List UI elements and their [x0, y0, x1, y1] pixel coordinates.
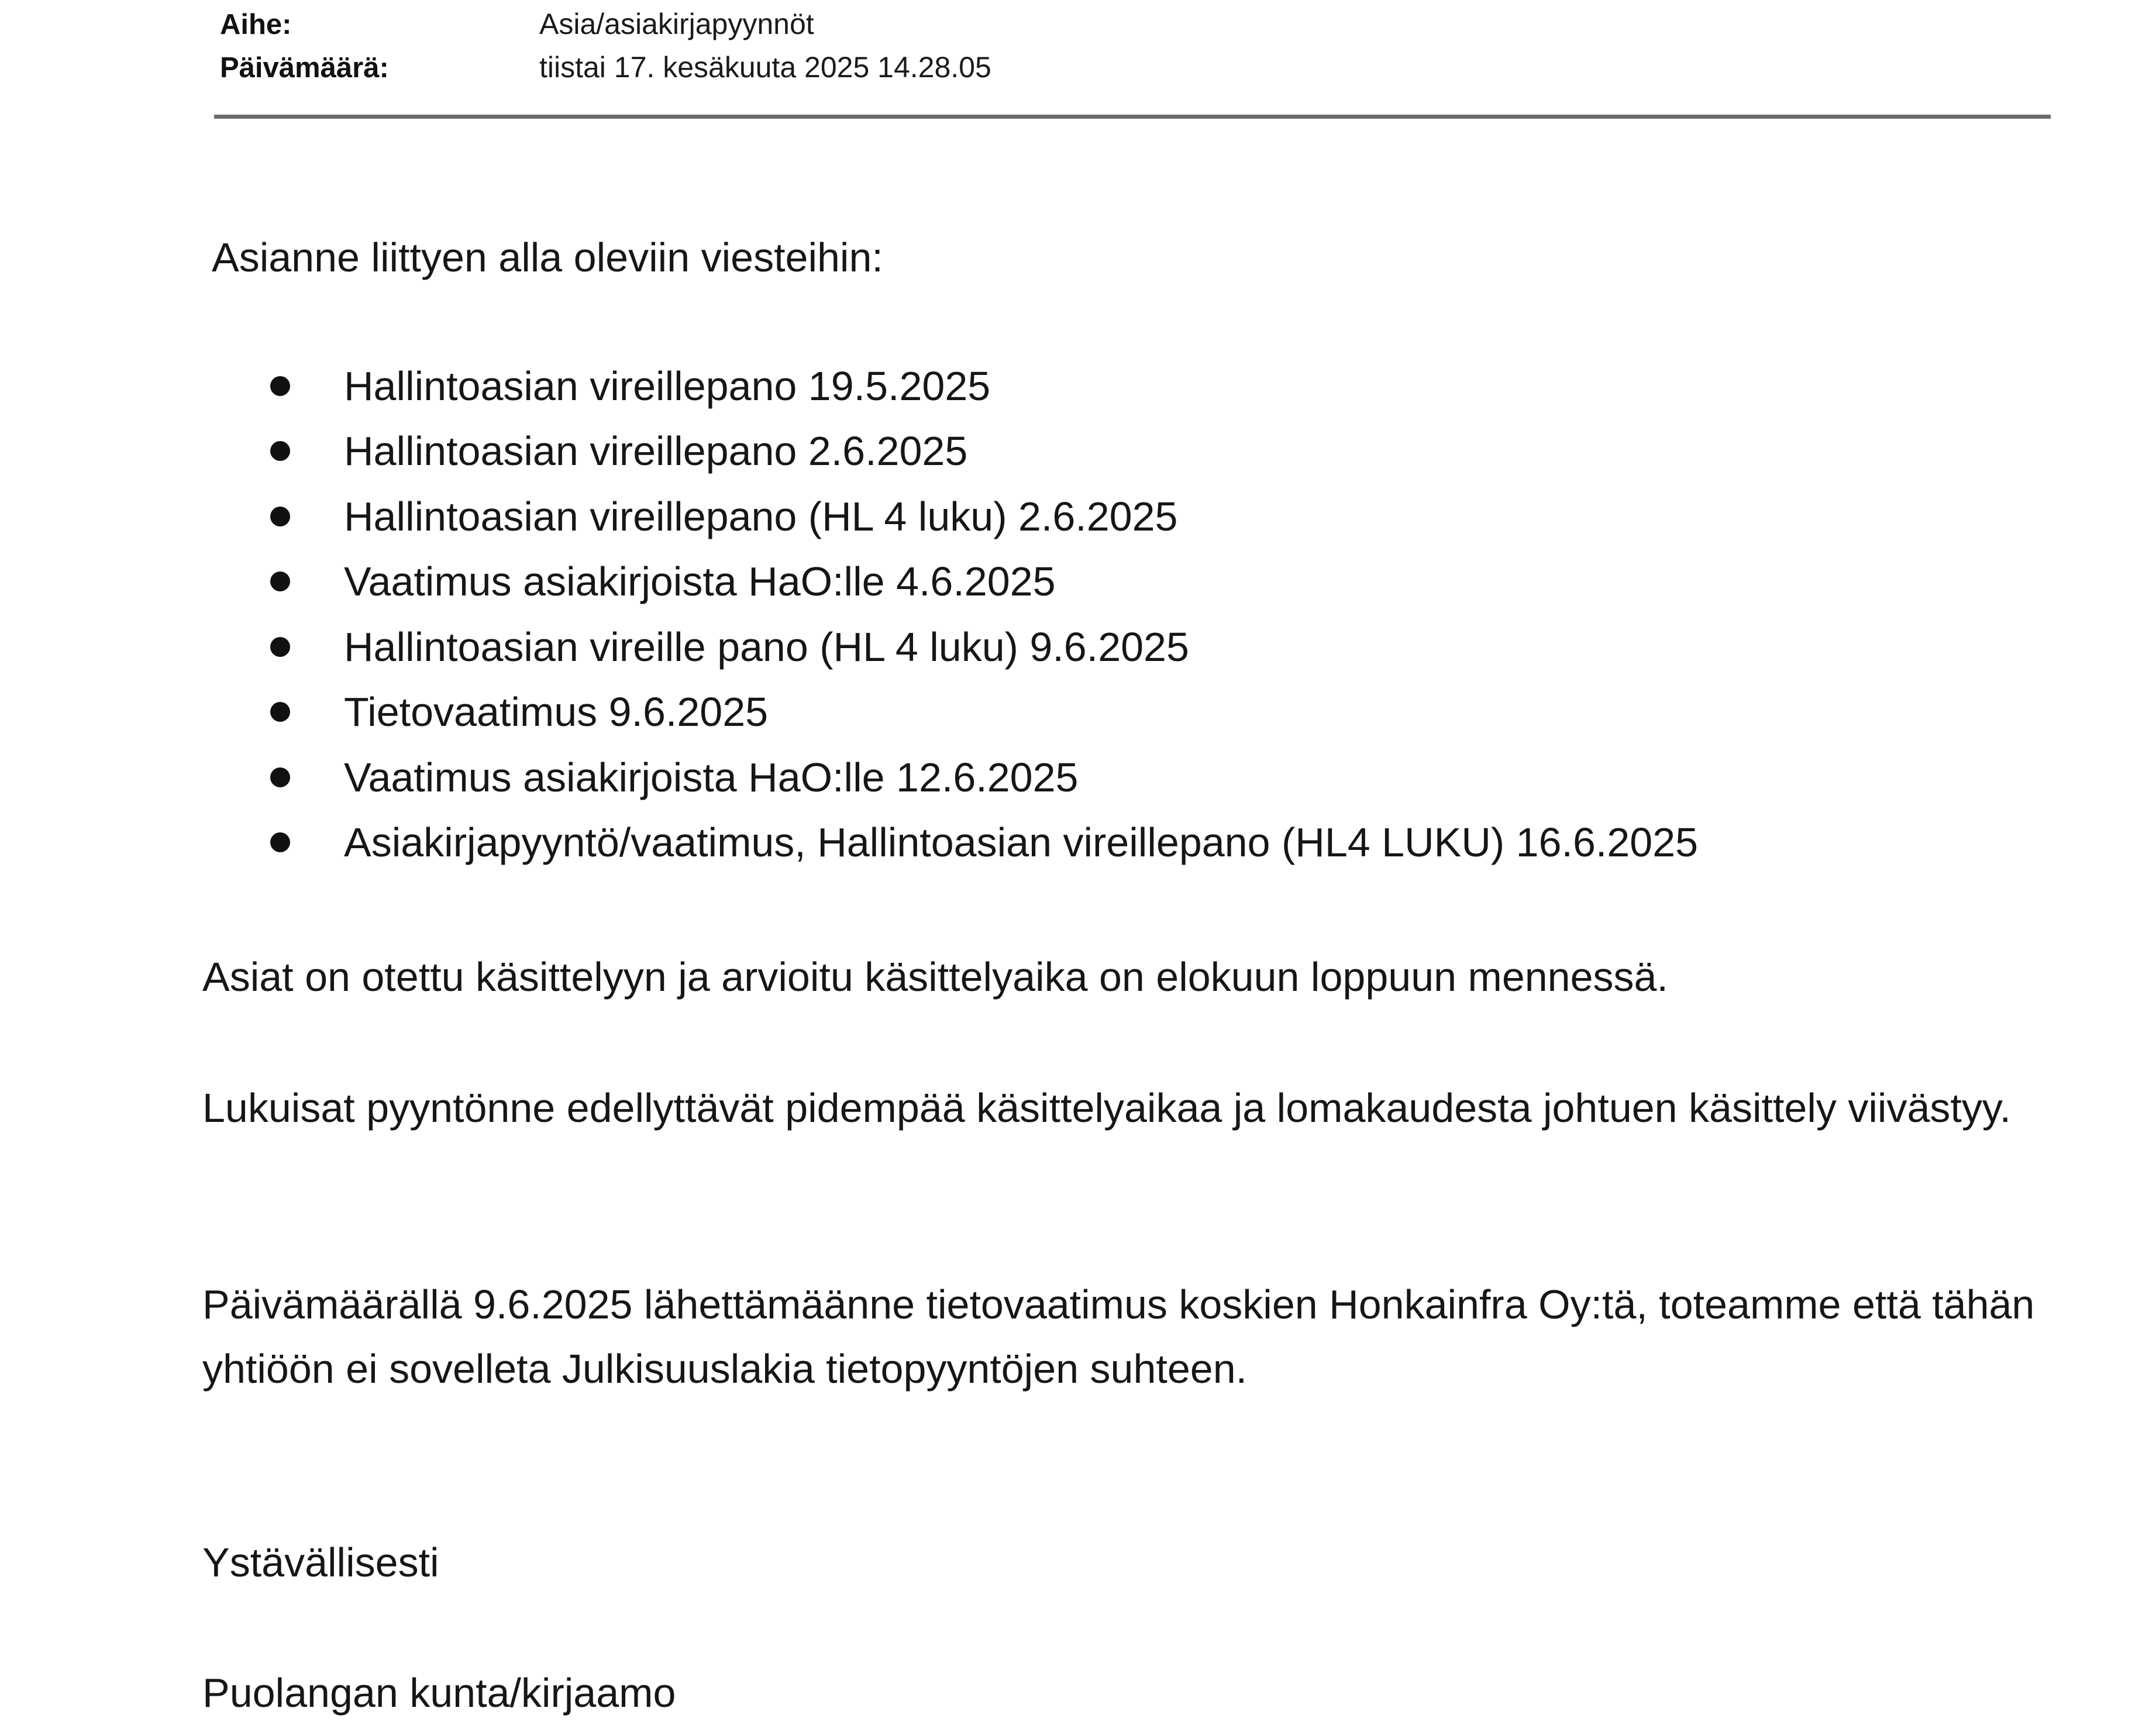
bullet-icon	[270, 767, 290, 787]
list-item	[270, 810, 1698, 876]
list-item-text: Tietovaatimus 9.6.2025	[344, 689, 769, 735]
date-row	[220, 50, 2051, 94]
bullet-icon	[270, 376, 290, 396]
list-item-text: Vaatimus asiakirjoista HaO:lle 4.6.2025	[344, 559, 1056, 605]
signature: Puolangan kunta/kirjaamo	[202, 1670, 676, 1716]
list-item	[270, 614, 1698, 680]
bullet-icon	[270, 507, 290, 526]
list-item	[270, 419, 1698, 484]
header-divider	[214, 115, 2051, 119]
list-item	[270, 353, 1698, 419]
bullet-icon	[270, 637, 290, 657]
bullet-icon	[270, 832, 290, 852]
list-item	[270, 680, 1698, 745]
list-item-text: Hallintoasian vireillepano 2.6.2025	[344, 428, 968, 474]
processing-time-paragraph: Asiat on otettu käsittelyyn ja arvioitu käsittelyaika on elokuun loppuun mennessä.	[202, 954, 1668, 1000]
list-item-text: Hallintoasian vireille pano (HL 4 luku) 9.6.2025	[344, 624, 1189, 670]
delay-paragraph: Lukuisat pyyntönne edellyttävät pidempää käsittelyaikaa ja lomakaudesta johtuen käsittely viivästyy.	[202, 1085, 2012, 1131]
subject-label: Aihe:	[220, 9, 292, 40]
intro-text: Asianne liittyen alla oleviin viesteihin:	[212, 235, 883, 280]
publicity-act-paragraph: Päivämäärällä 9.6.2025 lähettämäänne tietovaatimus koskien Honkainfra Oy:tä, toteamme että tähän yhtiöön ei sovelleta Julkisuuslakia tietopyyntöjen suhteen.	[202, 1282, 2035, 1392]
bullet-icon	[270, 571, 290, 591]
list-item	[270, 549, 1698, 615]
closing-greeting: Ystävällisesti	[202, 1540, 439, 1585]
list-item-text: Hallintoasian vireillepano 19.5.2025	[344, 363, 991, 409]
email-header	[220, 7, 2051, 94]
date-label: Päivämäärä:	[220, 52, 389, 84]
message-list	[270, 353, 1698, 875]
date-value: tiistai 17. kesäkuuta 2025 14.28.05	[539, 51, 991, 84]
list-item	[270, 484, 1698, 549]
subject-value: Asia/asiakirjapyynnöt	[539, 8, 814, 40]
list-item-text: Hallintoasian vireillepano (HL 4 luku) 2.6.2025	[344, 493, 1178, 539]
list-item-text: Vaatimus asiakirjoista HaO:lle 12.6.2025	[344, 754, 1079, 800]
list-item	[270, 745, 1698, 810]
bullet-icon	[270, 441, 290, 461]
bullet-icon	[270, 702, 290, 722]
subject-row	[220, 7, 2051, 50]
list-item-text: Asiakirjapyyntö/vaatimus, Hallintoasian vireillepano (HL4 LUKU) 16.6.2025	[344, 820, 1699, 866]
